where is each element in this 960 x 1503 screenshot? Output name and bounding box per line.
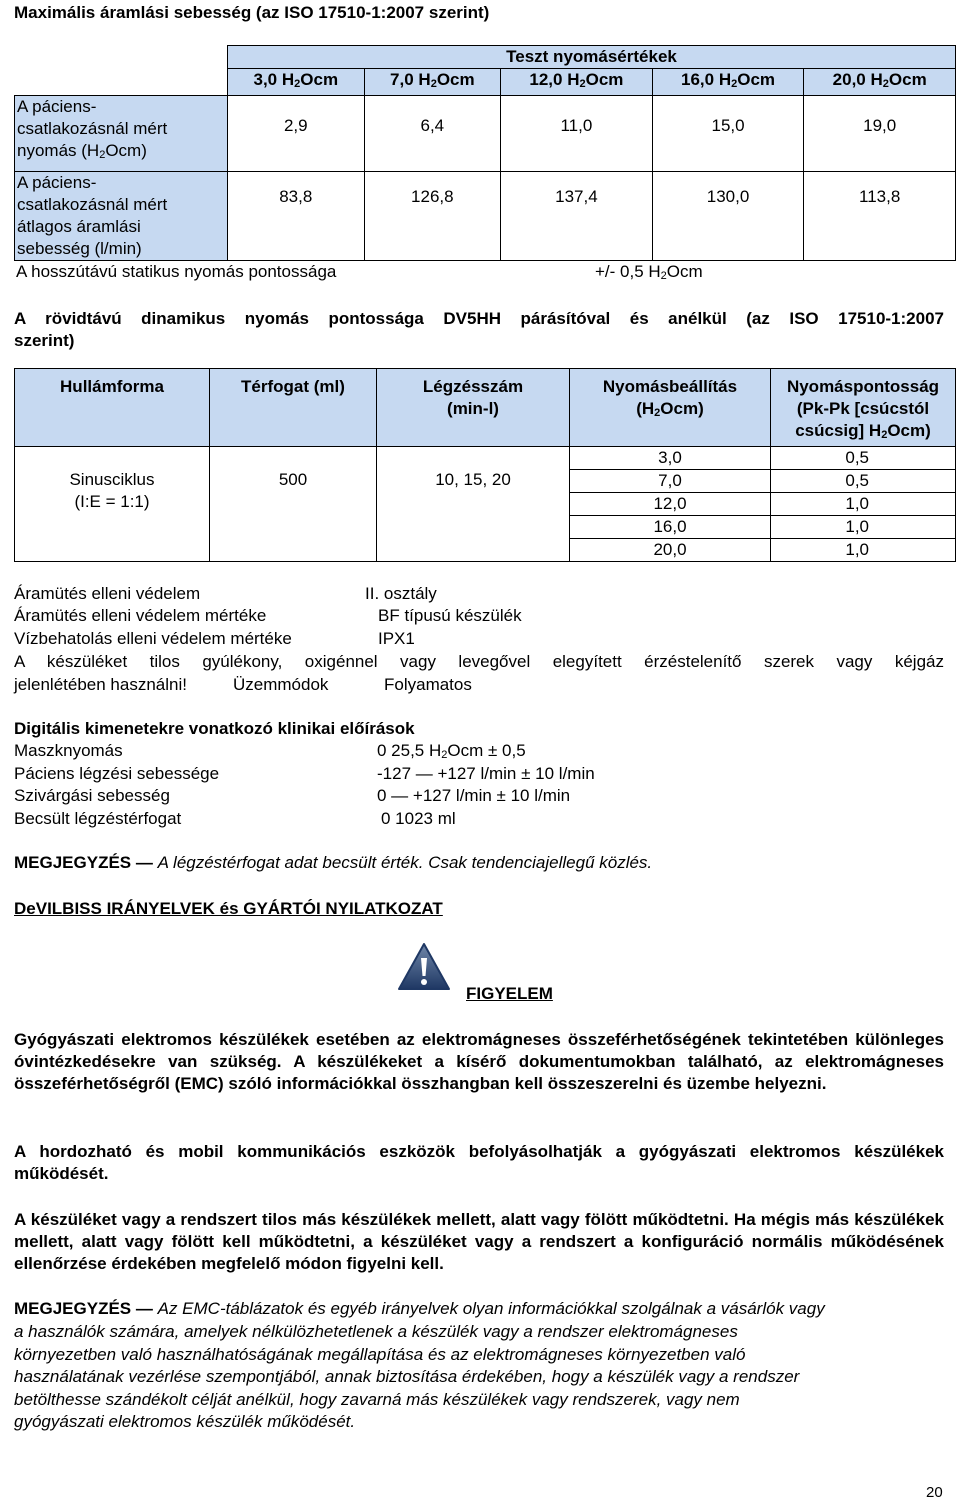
setting-cell: 16,0 [570,516,771,539]
note1: MEGJEGYZÉS — A légzéstérfogat adat becsült érték. Csak tendenciajellegű közlés. [14,853,653,872]
cell: 137,4 [501,172,653,261]
cell: 113,8 [804,172,956,261]
emc-paragraph-1: Gyógyászati elektromos készülékek esetében az elektromágneses összeférhetőségének tekintetében különleges óvintézkedésekre van szükség. A készülékeket a kísérő dokumentumokban található, az elektromágneses összeférhetőségről (EMC) szóló információkkal összhangban kell összeszerelni és üzembe helyezni. [14,1030,944,1093]
tv-label: Becsült légzéstérfogat [14,809,182,828]
max-flow-table [14,45,956,261]
cell: 19,0 [804,96,956,172]
warning-triangle-icon [397,942,451,992]
accuracy-cell: 0,5 [771,447,956,470]
header-volume: Térfogat (ml) [210,369,377,447]
note2-line: gyógyászati elektromos készülék működését. [14,1412,356,1431]
pressure-header: 7,0 $H_2Ocm$ [364,69,501,96]
note2-line: környezetben való használhatóságának megállapítása és az elektromágneses környezetben való [14,1345,746,1364]
mask-value: 0 25,5 $H_2Ocm \pm 0,5$ [377,741,526,761]
header-pressure-accuracy: Nyomáspontosság (Pk-Pk [csúcstól csúcsig] $H_2Ocm$) [771,369,956,447]
static-accuracy-value: +/- 0,5 $H_2Ocm$ [595,262,703,282]
emc-paragraph-2: A hordozható és mobil kommunikációs eszközök befolyásolhatják a gyógyászati elektromos készülékek működését. [14,1142,944,1183]
accuracy-cell: 1,0 [771,493,956,516]
dynamic-accuracy-table [14,368,956,562]
emc-paragraph-3: A készüléket vagy a rendszert tilos más készülékek mellett, alatt vagy fölött működtetni. Ha mégis más készülékek mellett, alatt vagy fölött kell működtetni, a készüléket vagy a rendszert a konfiguráció normális működésének ellenőrzése érdekében megfelelő módon figyelni kell. [14,1210,944,1273]
accuracy-cell: 1,0 [771,539,956,562]
warning-heading: FIGYELEM [466,984,553,1003]
mode-value: Folyamatos [384,675,472,694]
dynamic-title-line1: A rövidtávú dinamikus nyomás pontossága DV5HH párásítóval és anélkül (az ISO 17510-1:2007 [14,309,944,328]
row-label: A páciens- csatlakozásnál mért átlagos áramlási sebesség (l/min) [15,172,228,261]
dynamic-title-line2: szerint) [14,331,75,350]
header-pressure-setting: Nyomásbeállítás $(H_2Ocm)$ [570,369,771,447]
tv-value: 0 1023 ml [381,809,456,828]
shock-label: Áramütés elleni védelem [14,584,201,603]
blank-corner [15,46,228,96]
cell: 6,4 [364,96,501,172]
table-row [15,447,956,470]
header-waveform: Hullámforma [15,369,210,447]
setting-cell: 3,0 [570,447,771,470]
leak-value: 0 — +127 l/min ± 10 l/min [377,786,571,805]
table-header-row [15,369,956,447]
cell: 11,0 [501,96,653,172]
accuracy-cell: 0,5 [771,470,956,493]
warning-line1: A készüléket tilos gyúlékony, oxigénnel vagy levegővel elegyített érzéstelenítő szerek vagy kéjgáz [14,652,944,671]
shock-degree-value: BF típusú készülék [378,606,522,625]
flow-value: -127 — +127 l/min ± 10 l/min [377,764,595,783]
cell: 130,0 [652,172,804,261]
setting-cell: 20,0 [570,539,771,562]
setting-cell: 12,0 [570,493,771,516]
mask-label: Maszknyomás [14,741,123,760]
group-header: Teszt nyomásértékek [228,46,956,69]
volume-cell: 500 [210,447,377,562]
page-title: Maximális áramlási sebesség (az ISO 17510-1:2007 szerint) [14,3,490,22]
water-value: IPX1 [378,629,415,648]
warning-line2: jelenlétében használni! [14,675,187,694]
page-number: 20 [926,1484,943,1501]
mode-label: Üzemmódok [233,675,329,694]
table-row [15,96,956,172]
cell: 83,8 [228,172,365,261]
flow-label: Páciens légzési sebessége [14,764,220,783]
devilbiss-title: DeVILBISS IRÁNYELVEK és GYÁRTÓI NYILATKOZAT [14,899,443,918]
note2-line: használatának vezérlése szempontjából, annak biztosítása érdekében, hogy a készülék vagy a rendszer [14,1367,800,1386]
waveform-cell: Sinusciklus (I:E = 1:1) [15,447,210,562]
static-accuracy-label: A hosszútávú statikus nyomás pontossága [16,262,337,281]
clinical-title: Digitális kimenetekre vonatkozó klinikai előírások [14,719,415,738]
note2-line: betölthesse szándékolt célját anélkül, hogy zavarná más készülékek vagy rendszerek, vagy nem [14,1390,740,1409]
breath-cell: 10, 15, 20 [377,447,570,562]
pressure-header: 12,0 $H_2Ocm$ [501,69,653,96]
row-label: A páciens- csatlakozásnál mért nyomás $(H_2Ocm)$ [15,96,228,172]
water-label: Vízbehatolás elleni védelem mértéke [14,629,292,648]
header-breath-rate: Légzésszám (min-l) [377,369,570,447]
shock-degree-label: Áramütés elleni védelem mértéke [14,606,267,625]
accuracy-cell: 1,0 [771,516,956,539]
cell: 2,9 [228,96,365,172]
pressure-header: 20,0 $H_2Ocm$ [804,69,956,96]
pressure-header: 16,0 $H_2Ocm$ [652,69,804,96]
shock-value: II. osztály [365,584,437,603]
table-row [15,172,956,261]
cell: 15,0 [652,96,804,172]
leak-label: Szivárgási sebesség [14,786,170,805]
note2-line: MEGJEGYZÉS — Az EMC-táblázatok és egyéb irányelvek olyan információkkal szolgálnak a vásárlók vagy [14,1299,825,1318]
setting-cell: 7,0 [570,470,771,493]
cell: 126,8 [364,172,501,261]
note2-line: a használók számára, amelyek nélkülözhetetlenek a készülék vagy a rendszer elektromágneses [14,1322,738,1341]
pressure-header: 3,0 $H_2Ocm$ [228,69,365,96]
